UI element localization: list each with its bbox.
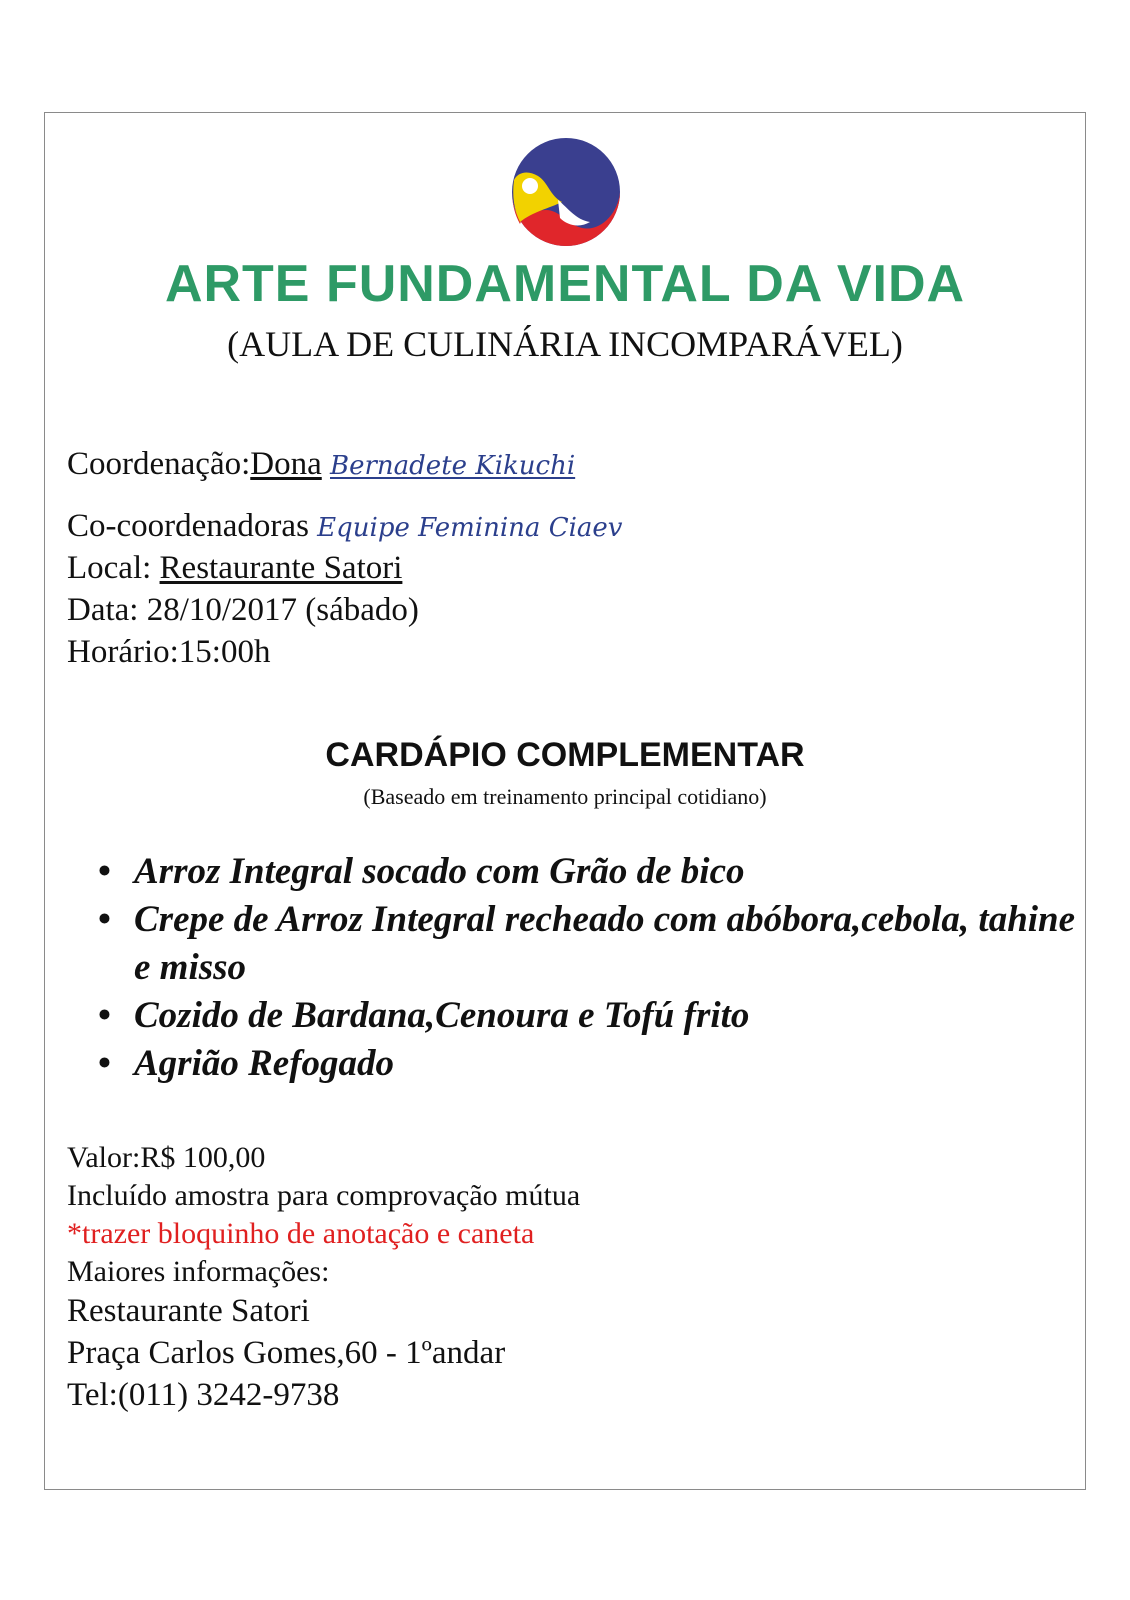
cocoord-value: Equipe Feminina Ciaev [317,513,623,543]
local-line [67,552,402,585]
bullet-icon: • [98,851,111,892]
coordination-prefix: Dona [250,446,322,482]
coordination-label: Coordenação: [67,446,251,482]
local-value: Restaurante Satori [159,550,403,586]
coordination-line [67,448,575,481]
menu-item: • Agrião Refogado [98,1040,1088,1088]
bullet-icon: • [98,1043,111,1084]
venue-name: Restaurante Satori [67,1293,310,1329]
menu-subtitle: (Baseado em treinamento principal cotidiano) [363,784,767,809]
cocoord-label: Co-coordenadoras [67,508,309,544]
included-line: Incluído amostra para comprovação mútua [67,1179,581,1212]
bring-note: *trazer bloquinho de anotação e caneta [67,1217,535,1250]
coordination-name: Bernadete Kikuchi [330,451,576,481]
bullet-icon: • [98,995,111,1036]
more-info-label: Maiores informações: [67,1255,330,1288]
venue-address: Praça Carlos Gomes,60 - 1ºandar [67,1335,506,1371]
page-subtitle: (AULA DE CULINÁRIA INCOMPARÁVEL) [227,324,903,364]
menu-title: CARDÁPIO COMPLEMENTAR [325,736,805,774]
date-line: Data: 28/10/2017 (sábado) [67,592,419,628]
venue-phone: Tel:(011) 3242-9738 [67,1377,340,1413]
menu-item: • Arroz Integral socado com Grão de bico [98,848,1088,896]
time-line: Horário:15:00h [67,634,271,670]
bullet-icon: • [98,899,111,940]
price-line: Valor:R$ 100,00 [67,1141,266,1174]
page-title: ARTE FUNDAMENTAL DA VIDA [164,255,966,313]
menu-item: • Cozido de Bardana,Cenoura e Tofú frito [98,992,1088,1040]
circle-swirl-logo-icon [510,136,622,248]
cocoord-line [67,510,622,543]
local-label: Local: [67,550,152,586]
menu-item: • Crepe de Arroz Integral recheado com abóbora,cebola, tahine e misso [98,896,1088,992]
menu-list [98,848,1088,1088]
